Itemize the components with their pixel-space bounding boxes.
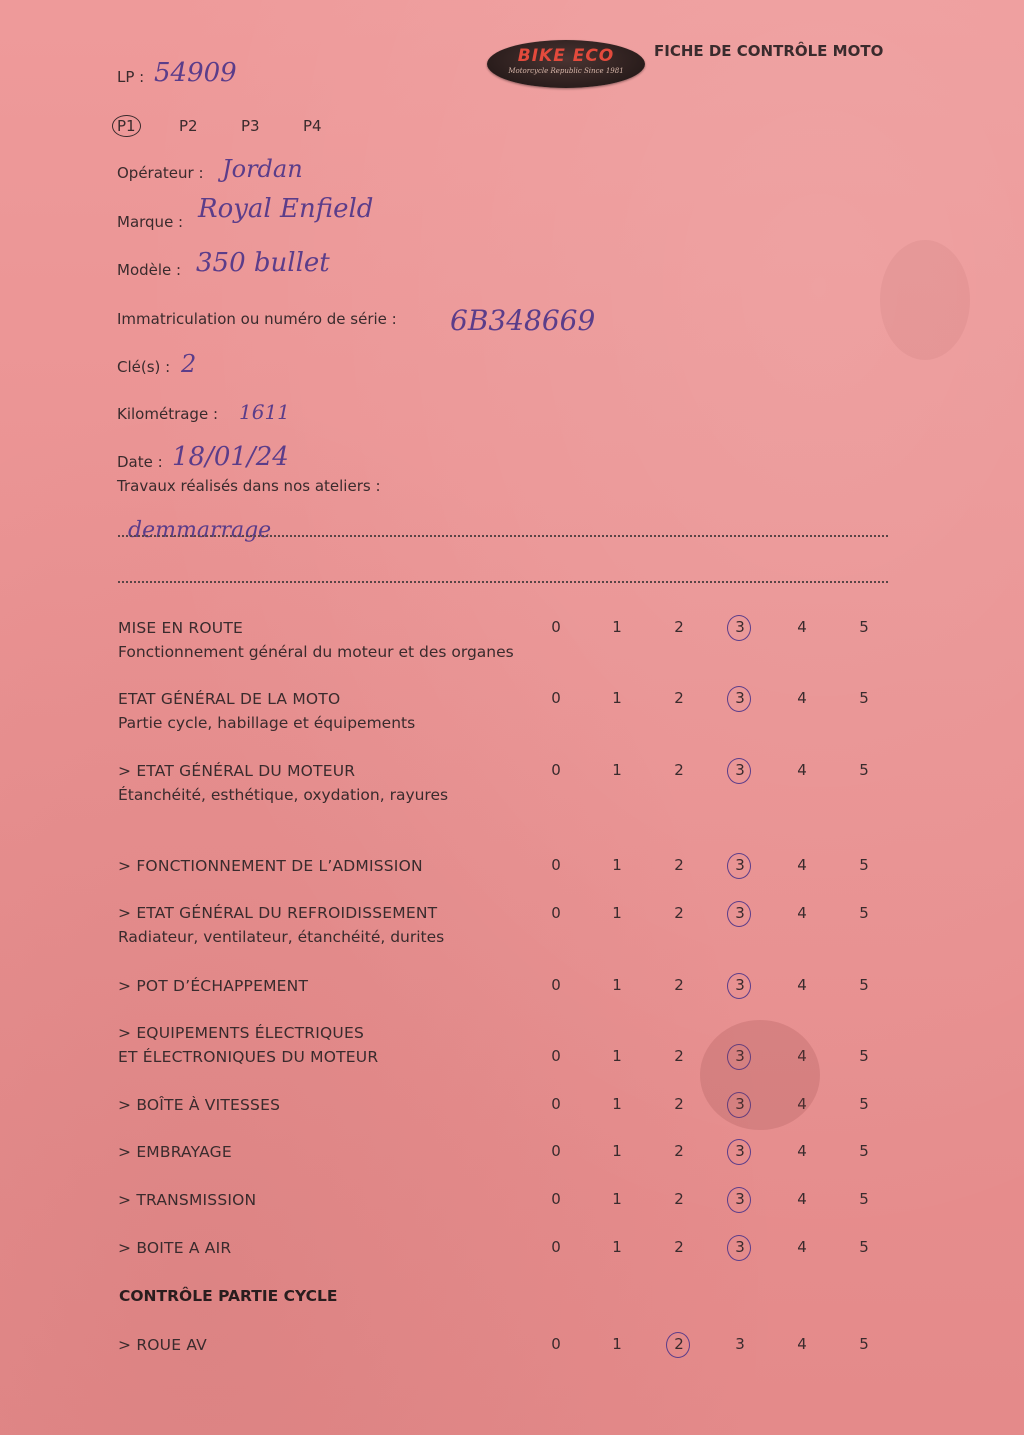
check-title: > ROUE AV [118,1336,207,1354]
score-option-3[interactable]: 3 [728,689,752,707]
score-option-1[interactable]: 1 [612,761,622,779]
bike-eco-logo [487,40,645,88]
score-option-3[interactable]: 3 [728,1142,752,1160]
travaux-value[interactable]: demmarrage [128,518,272,543]
check-title: > EQUIPEMENTS ÉLECTRIQUES [118,1024,364,1042]
score-option-4[interactable]: 4 [797,976,807,994]
score-option-1[interactable]: 1 [612,618,622,636]
marque-value[interactable]: Royal Enfield [198,194,374,224]
check-title: > BOÎTE À VITESSES [118,1096,281,1114]
score-option-1[interactable]: 1 [612,1095,622,1113]
check-title: > EMBRAYAGE [118,1143,232,1161]
score-option-3[interactable]: 3 [728,1095,752,1113]
check-title: MISE EN ROUTE [118,619,243,637]
logo-tagline: Motorcycle Republic Since 1981 [508,67,624,75]
score-option-4[interactable]: 4 [797,1047,807,1065]
score-option-2[interactable]: 2 [674,856,684,874]
date-label: Date : [117,453,163,471]
check-title: > FONCTIONNEMENT DE L’ADMISSION [118,857,423,875]
score-option-0[interactable]: 0 [551,1238,561,1256]
score-option-4[interactable]: 4 [797,1095,807,1113]
score-option-4[interactable]: 4 [797,618,807,636]
check-title: ETAT GÉNÉRAL DE LA MOTO [118,690,341,708]
cycle-section-title: CONTRÔLE PARTIE CYCLE [119,1287,338,1305]
logo-brand-text: BIKE ECO [517,46,615,66]
check-subtitle: Partie cycle, habillage et équipements [118,714,416,732]
paper-stain [880,240,970,360]
score-option-4[interactable]: 4 [797,904,807,922]
score-option-0[interactable]: 0 [551,976,561,994]
position-p1-label: P1 [112,115,141,137]
score-option-5[interactable]: 5 [859,1238,869,1256]
score-option-0[interactable]: 0 [551,618,561,636]
travaux-line-1 [118,535,888,537]
score-option-4[interactable]: 4 [797,856,807,874]
score-option-5[interactable]: 5 [859,904,869,922]
operateur-label: Opérateur : [117,164,204,182]
score-option-0[interactable]: 0 [551,1142,561,1160]
check-title: > TRANSMISSION [118,1191,257,1209]
score-option-0[interactable]: 0 [551,761,561,779]
score-option-1[interactable]: 1 [612,689,622,707]
score-option-2[interactable]: 2 [674,1047,684,1065]
position-p3[interactable]: P3 [241,117,260,135]
score-option-2[interactable]: 2 [667,1335,691,1353]
score-option-2[interactable]: 2 [674,761,684,779]
modele-value[interactable]: 350 bullet [196,248,330,278]
score-option-1[interactable]: 1 [612,1190,622,1208]
cles-value[interactable]: 2 [181,350,197,378]
score-option-4[interactable]: 4 [797,1238,807,1256]
score-option-2[interactable]: 2 [674,1142,684,1160]
score-option-5[interactable]: 5 [859,1335,869,1353]
score-option-3[interactable]: 3 [728,904,752,922]
check-subtitle: Étanchéité, esthétique, oxydation, rayures [118,786,449,804]
score-option-0[interactable]: 0 [551,856,561,874]
score-option-0[interactable]: 0 [551,1335,561,1353]
position-p1[interactable] [112,115,141,137]
score-option-2[interactable]: 2 [674,618,684,636]
score-option-1[interactable]: 1 [612,904,622,922]
lp-value: 54909 [154,58,237,88]
score-option-4[interactable]: 4 [797,761,807,779]
check-title: > ETAT GÉNÉRAL DU MOTEUR [118,762,356,780]
check-title-line2: ET ÉLECTRONIQUES DU MOTEUR [118,1048,379,1066]
score-option-3[interactable]: 3 [728,856,752,874]
score-option-4[interactable]: 4 [797,1335,807,1353]
score-option-0[interactable]: 0 [551,1190,561,1208]
operateur-value[interactable]: Jordan [222,155,303,183]
score-option-2[interactable]: 2 [674,976,684,994]
score-option-2[interactable]: 2 [674,1238,684,1256]
score-option-1[interactable]: 1 [612,1142,622,1160]
position-p4[interactable]: P4 [303,117,322,135]
check-title: > ETAT GÉNÉRAL DU REFROIDISSEMENT [118,904,438,922]
score-option-5[interactable]: 5 [859,1142,869,1160]
kilometrage-label: Kilométrage : [117,405,219,423]
check-title: > POT D’ÉCHAPPEMENT [118,977,309,995]
travaux-label: Travaux réalisés dans nos ateliers : [117,477,381,495]
date-value[interactable]: 18/01/24 [172,442,289,472]
score-option-4[interactable]: 4 [797,689,807,707]
lp-label: LP : [117,68,145,86]
score-option-2[interactable]: 2 [674,1095,684,1113]
score-option-3[interactable]: 3 [728,618,752,636]
check-title: > BOITE A AIR [118,1239,232,1257]
check-subtitle: Fonctionnement général du moteur et des organes [118,643,514,661]
immatriculation-value[interactable]: 6B348669 [450,304,596,337]
travaux-line-2 [118,581,888,583]
score-option-0[interactable]: 0 [551,1095,561,1113]
score-option-5[interactable]: 5 [859,976,869,994]
document-title: FICHE DE CONTRÔLE MOTO [654,42,884,60]
score-option-1[interactable]: 1 [612,1335,622,1353]
score-option-5[interactable]: 5 [859,1190,869,1208]
score-option-0[interactable]: 0 [551,689,561,707]
score-option-5[interactable]: 5 [859,689,869,707]
cles-label: Clé(s) : [117,358,171,376]
score-option-0[interactable]: 0 [551,1047,561,1065]
score-option-3[interactable]: 3 [735,1335,745,1353]
marque-label: Marque : [117,213,184,231]
score-option-3[interactable]: 3 [728,1238,752,1256]
score-option-2[interactable]: 2 [674,1190,684,1208]
score-option-5[interactable]: 5 [859,618,869,636]
score-option-5[interactable]: 5 [859,1047,869,1065]
score-option-1[interactable]: 1 [612,1047,622,1065]
score-option-5[interactable]: 5 [859,1095,869,1113]
score-option-3[interactable]: 3 [728,976,752,994]
score-option-3[interactable]: 3 [728,761,752,779]
score-option-4[interactable]: 4 [797,1190,807,1208]
score-option-5[interactable]: 5 [859,761,869,779]
score-option-0[interactable]: 0 [551,904,561,922]
score-option-4[interactable]: 4 [797,1142,807,1160]
position-p2[interactable]: P2 [179,117,198,135]
paper-stain [700,1020,820,1130]
score-option-1[interactable]: 1 [612,856,622,874]
score-option-2[interactable]: 2 [674,689,684,707]
modele-label: Modèle : [117,261,182,279]
score-option-2[interactable]: 2 [674,904,684,922]
score-option-5[interactable]: 5 [859,856,869,874]
score-option-1[interactable]: 1 [612,976,622,994]
score-option-1[interactable]: 1 [612,1238,622,1256]
score-option-3[interactable]: 3 [728,1047,752,1065]
score-option-3[interactable]: 3 [728,1190,752,1208]
immatriculation-label: Immatriculation ou numéro de série : [117,310,397,328]
check-subtitle: Radiateur, ventilateur, étanchéité, durites [118,928,445,946]
kilometrage-value[interactable]: 1611 [239,400,290,424]
